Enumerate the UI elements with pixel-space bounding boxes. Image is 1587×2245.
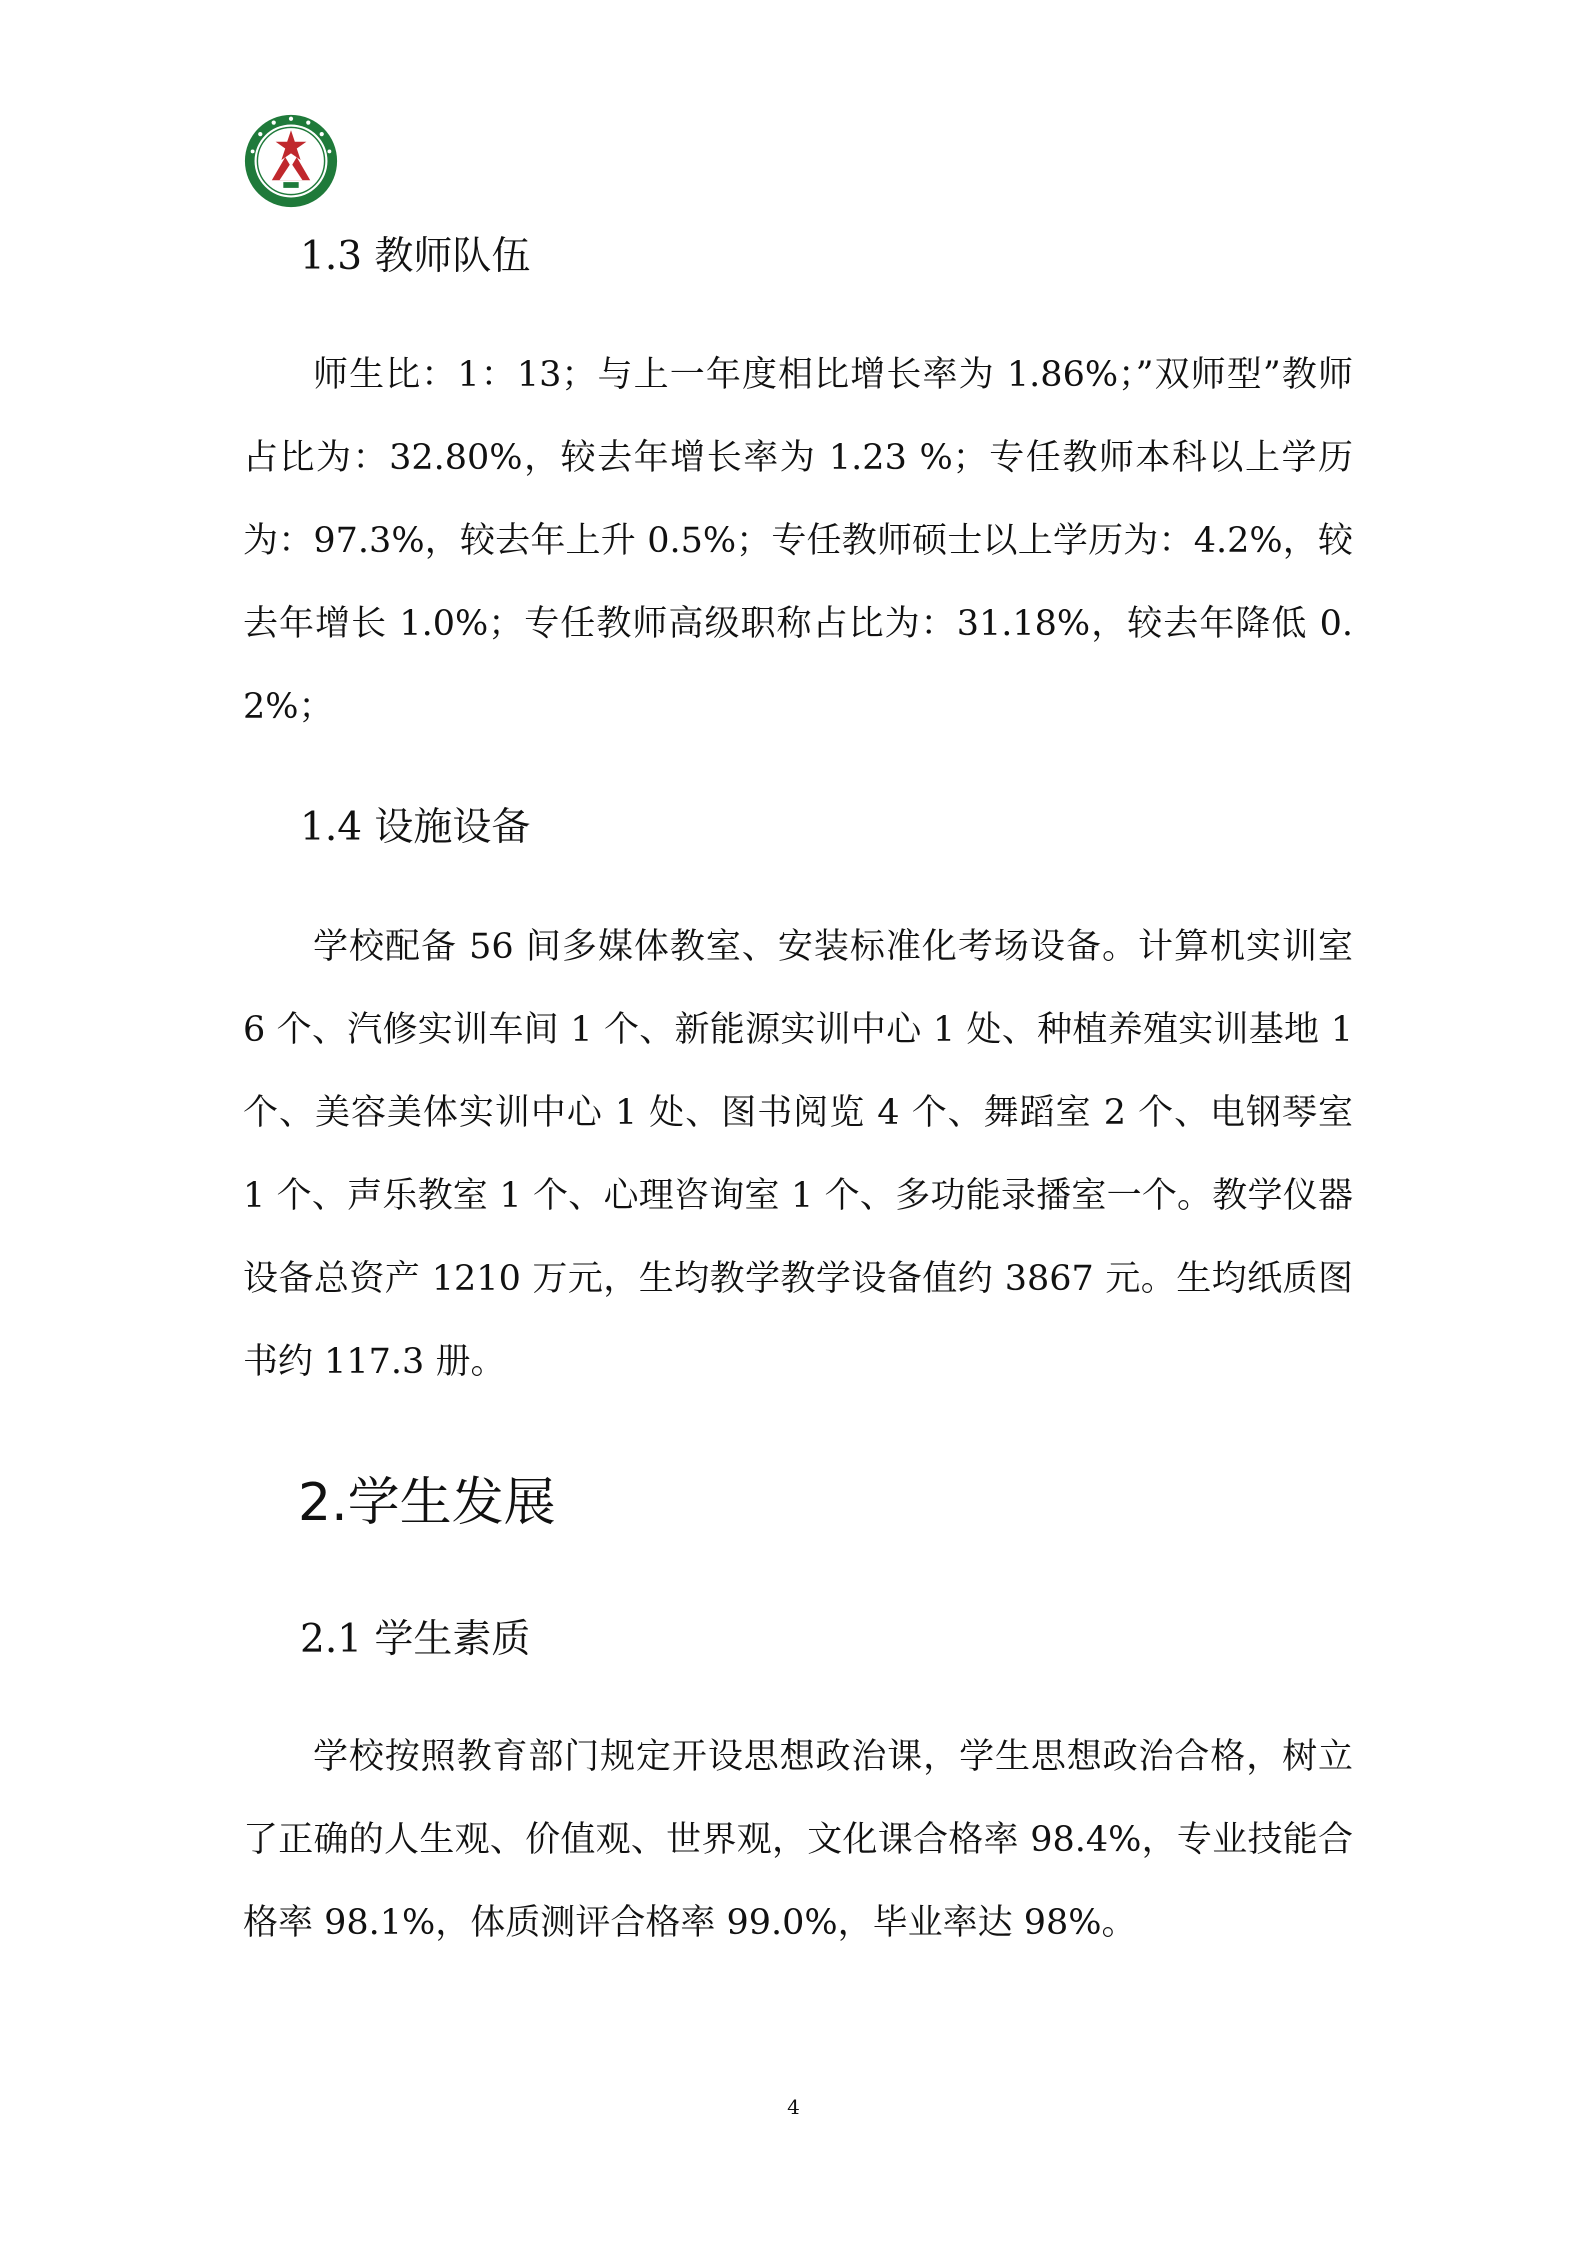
chapter-heading-2: 2.学生发展 bbox=[298, 1473, 556, 1533]
section-paragraph-2-1: 学校按照教育部门规定开设思想政治课，学生思想政治合格，树立了正确的人生观、价值观、世界观，文化课合格率 98.4%，专业技能合格率 98.1%，体质测评合格率 99.0%，毕业率达 98%。 bbox=[243, 1737, 1353, 1943]
emblem-icon bbox=[243, 113, 339, 209]
page-number: 4 bbox=[787, 2095, 800, 2119]
section-heading-2-1: 2.1 学生素质 bbox=[300, 1617, 531, 1662]
section-heading-1-3: 1.3 教师队伍 bbox=[300, 234, 531, 279]
section-heading-1-4: 1.4 设施设备 bbox=[300, 805, 531, 850]
school-emblem-logo bbox=[243, 113, 339, 209]
section-paragraph-1-3: 师生比：1：13；与上一年度相比增长率为 1.86%；”双师型”教师占比为：32.80%，较去年增长率为 1.23 %；专任教师本科以上学历为：97.3%，较去年上升 0.5%；专任教师硕士以上学历为：4.2%，较去年增长 1.0%；专任教师高级职称占比为：31.18%，较去年降低 0.2%； bbox=[243, 355, 1353, 727]
section-paragraph-1-4: 学校配备 56 间多媒体教室、安装标准化考场设备。计算机实训室 6 个、汽修实训车间 1 个、新能源实训中心 1 处、种植养殖实训基地 1 个、美容美体实训中心 1 处、图书阅览 4 个、舞蹈室 2 个、电钢琴室 1 个、声乐教室 1 个、心理咨询室 1 个、多功能录播室一个。教学仪器设备总资产 1210 万元，生均教学教学设备值约 3867 元。生均纸质图书约 117.3 册。 bbox=[243, 927, 1353, 1382]
